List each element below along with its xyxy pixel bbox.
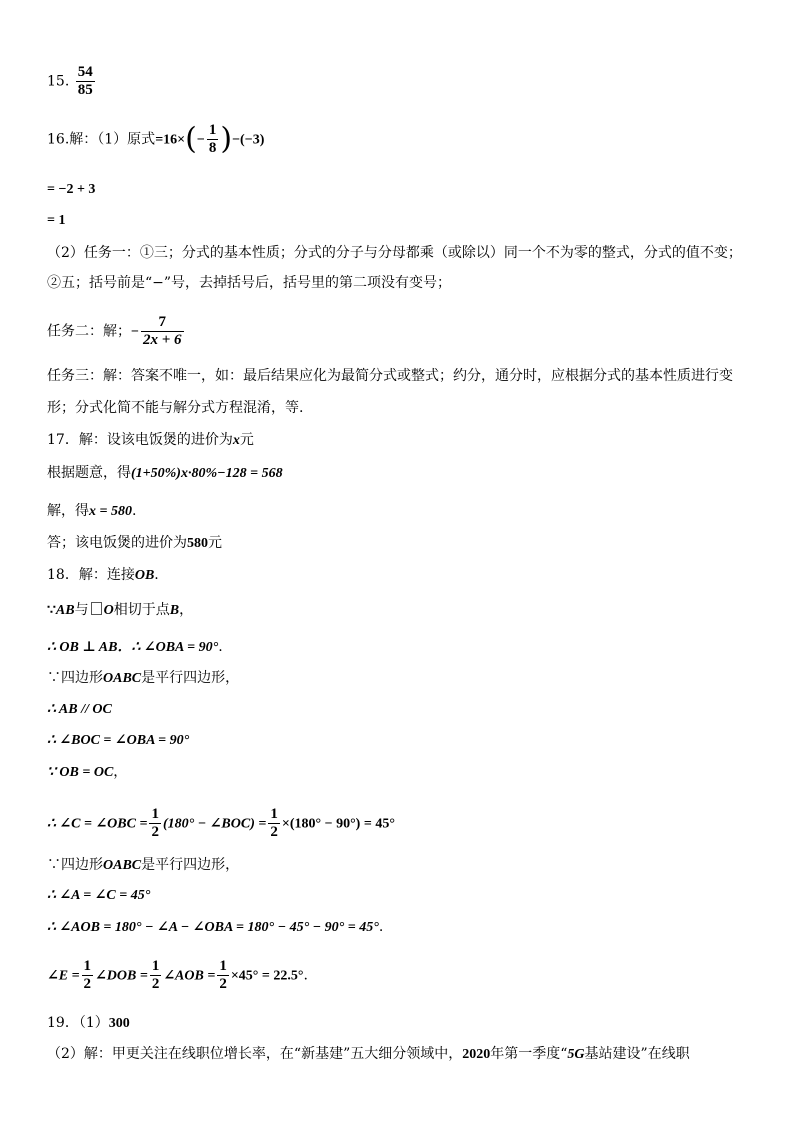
- q17-line3-eq: x = 580: [89, 504, 132, 519]
- q18-l1-end: .: [154, 567, 159, 583]
- q18-l12-end: .: [303, 967, 308, 984]
- q18-l12-frac3: [217, 958, 229, 993]
- q16-task3-line2: 形；分式化简不能与解分式方程混淆，等.: [47, 400, 304, 416]
- q18-line12: [47, 958, 308, 993]
- q17-line2: [47, 463, 283, 484]
- q18-l3-end: .: [218, 639, 223, 655]
- q18-l12-frac2: [150, 958, 162, 993]
- q16-step2: = −2 + 3: [47, 182, 96, 197]
- q15-line: [47, 64, 97, 99]
- q18-line5: ∴ AB // OC: [47, 702, 112, 717]
- q18-line9: [47, 855, 239, 876]
- q17-line3-end: .: [131, 503, 137, 519]
- q19-l1-val: 300: [108, 1016, 130, 1031]
- q18-l12-c: ∠AOB =: [163, 968, 216, 984]
- q16-frac-den: 8: [208, 140, 217, 156]
- q18-l11: ∴ ∠AOB = 180° − ∠A − ∠OBA = 180° − 45° − 90° = 45°: [47, 920, 379, 935]
- q16-task2-label: 任务二：解；: [47, 323, 131, 340]
- q17-line4: [47, 533, 222, 554]
- q18-l8-frac2-num: 1: [270, 806, 278, 822]
- q16-step3: = 1: [47, 213, 66, 228]
- q18-l2-o: O: [103, 603, 114, 618]
- q15-number: 15.: [47, 73, 70, 90]
- q19-l1-text: 19．（1）: [47, 1015, 109, 1031]
- q17-line4-unit: 元: [208, 535, 222, 551]
- q16-part2-line1: （2）任务一：①三；分式的基本性质；分式的分子与分母都乘（或除以）同一个不为零的整式，分式的值不变；: [47, 245, 742, 261]
- q18-l12-frac2-den: 2: [151, 976, 160, 992]
- q18-l3-a: ∴ OB ⊥ AB: [47, 640, 118, 655]
- q16-minus-neg3: −(−3): [232, 132, 265, 148]
- q18-l12-frac2-num: 1: [151, 958, 160, 974]
- q18-line7: [47, 762, 127, 783]
- q18-line11: [47, 917, 383, 938]
- q19-l2-year: 2020: [462, 1047, 491, 1062]
- q17-line1-unit: 元: [239, 432, 254, 448]
- q18-l4-text: ∵四边形: [47, 670, 103, 686]
- q18-l8-frac2-den: 2: [270, 824, 278, 840]
- q18-l2-ab: AB: [55, 603, 75, 618]
- q18-l12-frac3-den: 2: [219, 976, 227, 992]
- q18-l8-c: ×(180° − 90°) = 45°: [281, 816, 395, 832]
- q17-line4-val: 580: [187, 536, 208, 551]
- q17-line2-eq: (1+50%)x·80%−128 = 568: [131, 466, 283, 481]
- q17-line3-text: 解，得: [47, 503, 89, 519]
- q18-l12-frac1: [82, 958, 94, 993]
- q18-line6: ∴ ∠BOC = ∠OBA = 90°: [47, 733, 190, 748]
- q17-line3: [47, 501, 136, 522]
- q18-l2-mid: 与: [74, 602, 89, 618]
- q16-task2-num: 7: [158, 314, 167, 330]
- q16-task2-fraction: [141, 314, 184, 349]
- q16-minus: −: [196, 132, 205, 148]
- q18-l2-end: ，: [179, 602, 194, 618]
- q18-line8: [47, 806, 395, 841]
- q16-eq: =: [155, 132, 164, 148]
- q18-l2-because: ∵: [47, 603, 56, 618]
- q18-line4: [47, 668, 239, 689]
- q18-l12-frac3-num: 1: [219, 958, 227, 974]
- q19-l2-a: （2）解：甲更关注在线职位增长率，在“新基建”五大细分领域中，: [47, 1046, 463, 1062]
- q18-l8-frac2: [268, 806, 280, 841]
- q16-part2-line2: ②五；括号前是“−”号，去掉括号后，括号里的第二项没有变号；: [47, 275, 452, 291]
- q18-l9-tail: 是平行四边形，: [141, 857, 240, 873]
- q19-l2-b: 年第一季度“: [490, 1046, 568, 1062]
- q16-task2-den: 2x + 6: [142, 332, 182, 348]
- q18-l8-b: (180° − ∠BOC) =: [162, 816, 267, 832]
- q15-frac-den: 85: [77, 82, 93, 98]
- q18-l7-end: ，: [113, 764, 128, 780]
- q15-fraction: [76, 64, 95, 99]
- q18-line1: [47, 565, 159, 586]
- q16-task3-line1: 任务三：解：答案不唯一，如：最后结果应化为最简分式或整式；约分，通分时，应根据分式的基本性质进行变: [47, 368, 733, 384]
- q17-line1-text: 17．解：设该电饭煲的进价为: [47, 432, 233, 448]
- q18-l9-text: ∵四边形: [47, 857, 103, 873]
- q16-frac-num: 1: [208, 122, 217, 138]
- q16-left-paren: (: [185, 121, 197, 157]
- q18-l4-tail: 是平行四边形，: [141, 670, 240, 686]
- q18-l4-var: OABC: [103, 671, 142, 686]
- q18-l2-b: B: [169, 603, 180, 618]
- q18-l9-var: OABC: [103, 858, 142, 873]
- q16-part1-label: （1）原式: [97, 131, 156, 148]
- q16-task2-line: [47, 314, 186, 349]
- q18-l11-end: .: [378, 919, 384, 935]
- q17-line1-var: x: [232, 433, 240, 448]
- circle-symbol-icon: [91, 602, 102, 615]
- q18-l12-d: ×45° = 22.5°: [230, 968, 304, 984]
- q16-solve: 解：: [69, 131, 98, 148]
- q19-line1: [47, 1013, 130, 1034]
- q16-task2-minus: −: [131, 324, 139, 340]
- q18-l12-b: ∠DOB =: [95, 968, 148, 984]
- q18-l8-a: ∴ ∠C = ∠OBC =: [47, 816, 148, 832]
- q18-l2-tail: 相切于点: [113, 602, 170, 618]
- q18-line10: ∴ ∠A = ∠C = 45°: [47, 888, 151, 903]
- q18-l1-text: 18．解：连接: [47, 567, 135, 583]
- q16-times: ×: [177, 132, 186, 148]
- q17-line4-text: 答；该电饭煲的进价为: [47, 535, 187, 551]
- q17-line2-text: 根据题意，得: [47, 465, 131, 481]
- q16-right-paren: ): [220, 121, 233, 157]
- q17-line1: [47, 430, 254, 451]
- q18-l8-frac1: [149, 806, 161, 841]
- q16-line1: [47, 122, 264, 157]
- q16-sixteen: 16: [163, 132, 178, 148]
- q19-l2-5g: 5G: [567, 1047, 585, 1062]
- q18-l12-a: ∠E =: [47, 968, 80, 984]
- q18-l1-var: OB: [134, 568, 155, 583]
- q18-line2: [47, 600, 193, 621]
- q18-l12-frac1-num: 1: [83, 958, 92, 974]
- q18-l3-b: ．∴ ∠OBA = 90°: [117, 640, 219, 655]
- q18-l12-frac1-den: 2: [83, 976, 92, 992]
- q16-number: 16.: [47, 131, 70, 148]
- q19-line2: [47, 1044, 690, 1065]
- q18-l7-eq: ∵ OB = OC: [47, 765, 114, 780]
- q18-line3: [47, 637, 223, 658]
- q18-l8-frac1-den: 2: [151, 824, 159, 840]
- q19-l2-c: 基站建设”在线职: [584, 1046, 690, 1062]
- q16-fraction: [207, 122, 219, 157]
- q15-frac-num: 54: [77, 64, 93, 80]
- q18-l8-frac1-num: 1: [151, 806, 159, 822]
